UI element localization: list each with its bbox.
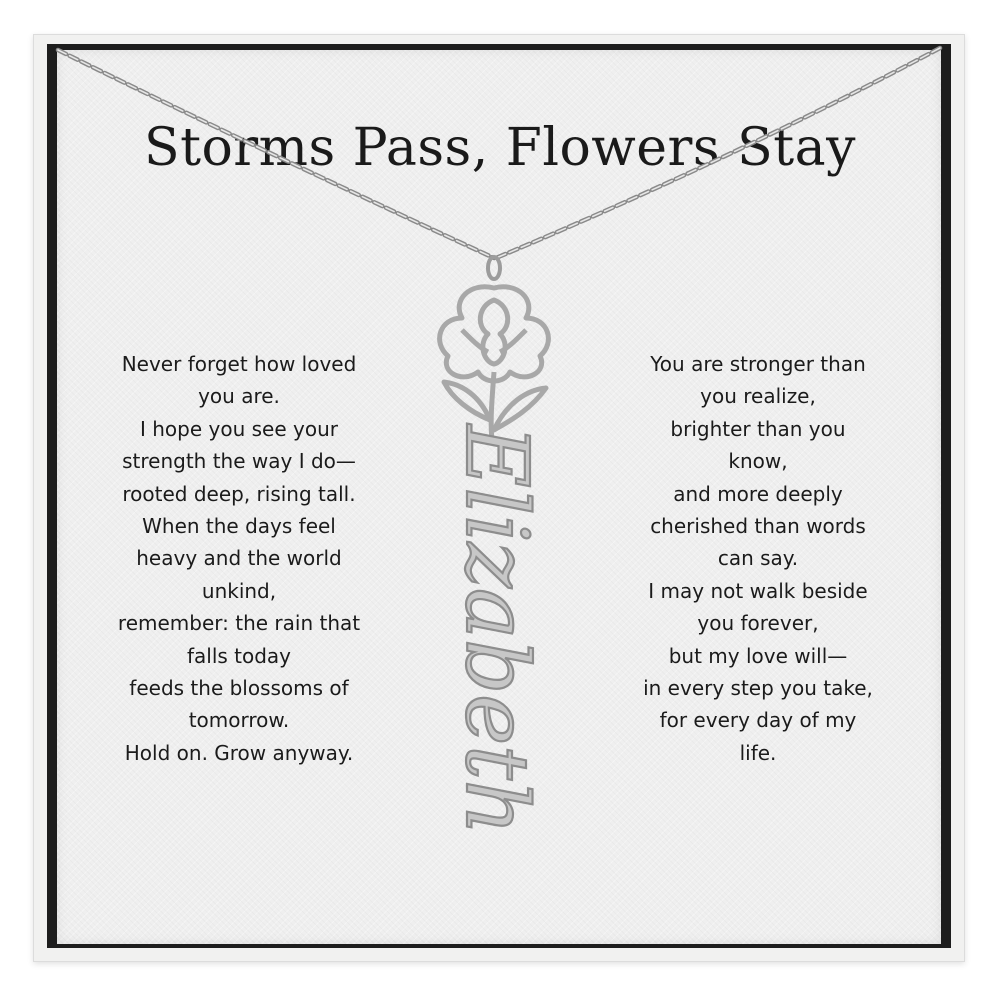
- poem-line: heavy and the world: [136, 546, 342, 571]
- left-poem: [89, 348, 389, 769]
- poem-line: cherished than words: [650, 514, 866, 539]
- poem-line: and more deeply: [673, 481, 843, 506]
- poem-line: When the days feel: [142, 514, 336, 539]
- poem-line: Never forget how loved: [121, 352, 357, 376]
- poem-line: feeds the blossoms of: [129, 676, 349, 701]
- poem-line: remember: the rain that: [117, 611, 361, 636]
- poem-line: I may not walk beside: [648, 578, 868, 603]
- poem-line: life.: [739, 740, 777, 765]
- poem-line: in every step you take,: [643, 676, 873, 701]
- poem-line: you are.: [198, 384, 280, 409]
- poem-line: falls today: [186, 643, 292, 668]
- poem-line: tomorrow.: [188, 708, 290, 733]
- poem-line: Hold on. Grow anyway.: [124, 740, 354, 765]
- poem-line: I hope you see your: [140, 416, 338, 441]
- poem-line: unkind,: [201, 578, 277, 603]
- right-poem: [608, 348, 908, 769]
- poem-line: you forever,: [697, 611, 819, 636]
- svg-text:Elizabeth: Elizabeth: [446, 424, 546, 836]
- poem-line: you realize,: [700, 384, 816, 409]
- poem-line: You are stronger than: [650, 352, 866, 376]
- poem-line: rooted deep, rising tall.: [122, 481, 356, 506]
- poem-line: strength the way I do—: [122, 449, 356, 474]
- poem-line: brighter than you: [670, 416, 846, 441]
- poem-line: for every day of my: [659, 708, 857, 733]
- poem-line: but my love will—: [668, 643, 848, 668]
- card-title: Storms Pass, Flowers Stay: [143, 118, 857, 178]
- poem-line: can say.: [717, 546, 799, 571]
- poem-line: know,: [728, 449, 788, 474]
